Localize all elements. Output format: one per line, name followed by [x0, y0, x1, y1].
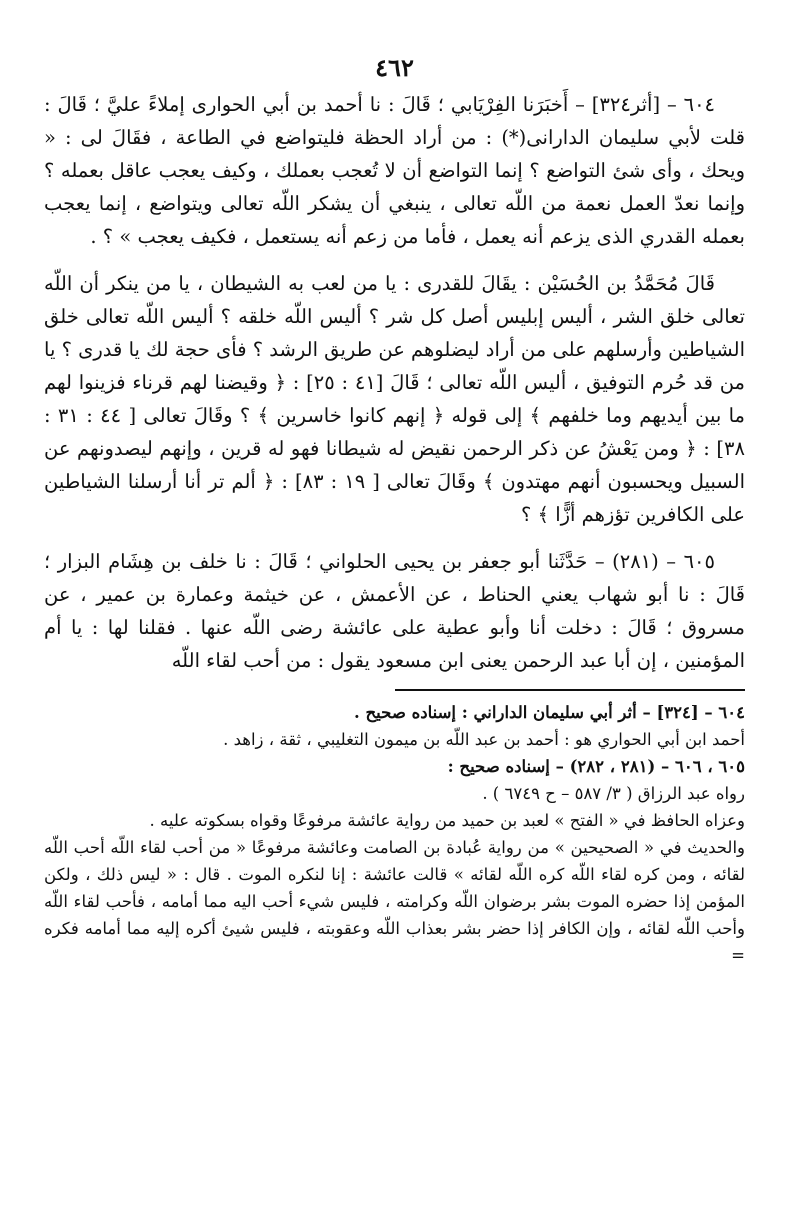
page-number: ٤٦٢ — [375, 53, 414, 82]
section-604-commentary: قَالَ مُحَمَّدُ بن الحُسَيْن : يقَالَ للقدرى : يا من لعب به الشيطان ، يا من ينكر أن اللّه تعالى خلق الشر ، أليس إبليس أصل كل شر ؟ أليس اللّه خلقه ؟ أليس اللّه تعالى خلق الشياطين وأرسلهم على من أراد ليضلوهم عن طريق الرشد ؟ فأى حجة لك يا قدرى ؟ يا من قد حُرم التوفيق ، أليس اللّه تعالى ؛ قَالَ [٤١ : ٢٥] : ﴿ وقيضنا لهم قرناء فزينوا لهم ما بين أيديهم وما خلفهم ﴾ إلى قوله ﴿ إنهم كانوا خاسرين ﴾ ؟ وقَالَ تعالى [ ٤٤ : ٣١ : ٣٨] : ﴿ ومن يَعْشُ عن ذكر الرحمن نقيض له شيطانا فهو له قرين ، وإنهم ليصدونهم عن السبيل ويحسبون أنهم مهتدون ﴾ وقَالَ تعالى [ ١٩ : ٨٣] : ﴿ ألم تر أنا أرسلنا الشياطين على الكافرين تؤزهم أزًّا ﴾ ؟ — [44, 272, 746, 526]
section-604 — [44, 88, 745, 531]
paragraph-gap — [44, 253, 745, 267]
footnote-604-heading: ٦٠٤ – [٣٢٤] – أثر أبي سليمان الداراني : إسناده صحيح . — [354, 703, 745, 722]
section-gap — [44, 531, 745, 545]
section-604-report: ٦٠٤ – [أثر٣٢٤] – أَخبَرَنا الفِرْيَابي ؛ قَالَ : نا أحمد بن أبي الحوارى إملاءً عليَّ ؛ قَالَ : قلت لأبي سليمان الدارانى(*) : من أراد الحظة فليتواضع في الطاعة ، فقَالَ لى : « ويحك ، وأى شئ التواضع ؟ إنما التواضع أن لا تُعجب بعملك ، وكيف يعجب عاقل بعمله ؟ وإنما نعدّ العمل نعمة من اللّه تعالى ، ينبغي أن يشكر اللّه تعالى ويتواضع ، إنما يعجب بعمله القدري الذى يزعم أنه يعمل ، فأما من زعم أنه يستعمل ، فكيف يعجب » ؟ . — [44, 93, 745, 248]
footnotes — [44, 699, 745, 969]
section-605 — [44, 545, 745, 677]
section-605-report: ٦٠٥ – (٢٨١) – حَدَّثَنا أبو جعفر بن يحيى الحلواني ؛ قَالَ : نا خلف بن هِشَام البزار ؛ قَالَ : نا أبو شهاب يعني الحناط ، عن الأعمش ، عن خيثمة وعمارة بن عمير ، عن مسروق ؛ قَالَ : دخلت أنا وأبو عطية على عائشة رضى اللّه عنها . فقلنا لها : يا أم المؤمنين ، إن أبا عبد الرحمن يعنى ابن مسعود يقول : من أحب لقاء اللّه — [44, 550, 745, 672]
footnote-605-hadith: والحديث في « الصحيحين » من رواية عُبادة بن الصامت وعائشة مرفوعًا « من أحب لقاء اللّه أحب اللّه لقائه ، ومن كره لقاء اللّه كره اللّه لقائه » قالت عائشة : إنا لنكره الموت . قال : « ليس ذلك ، ولكن المؤمن إذا حضره الموت بشر برضوان اللّه وكرامته ، فليس شيء أحب اليه مما أمامه ، فأحب لقاء اللّه وأحب اللّه لقائه ، وإن الكافر إذا حضر بشر بعذاب اللّه وعقوبته ، فليس شيئ أكره إليه مما أمامه فكره = — [44, 838, 746, 965]
footnote-605-source: رواه عبد الرزاق ( ٣/ ٥٨٧ – ح ٦٧٤٩ ) . — [482, 784, 745, 803]
footnote-604-text: أحمد ابن أبي الحواري هو : أحمد بن عبد اللّه بن ميمون التغليبي ، ثقة ، زاهد . — [223, 730, 745, 749]
footnote-divider — [395, 689, 745, 691]
footnote-605-fath: وعزاه الحافظ في « الفتح » لعبد بن حميد من رواية عائشة مرفوعًا وقواه بسكوته عليه . — [149, 811, 745, 830]
footnote-605-heading: ٦٠٥ ، ٦٠٦ – (٢٨١ ، ٢٨٢) – إسناده صحيح : — [447, 757, 745, 776]
